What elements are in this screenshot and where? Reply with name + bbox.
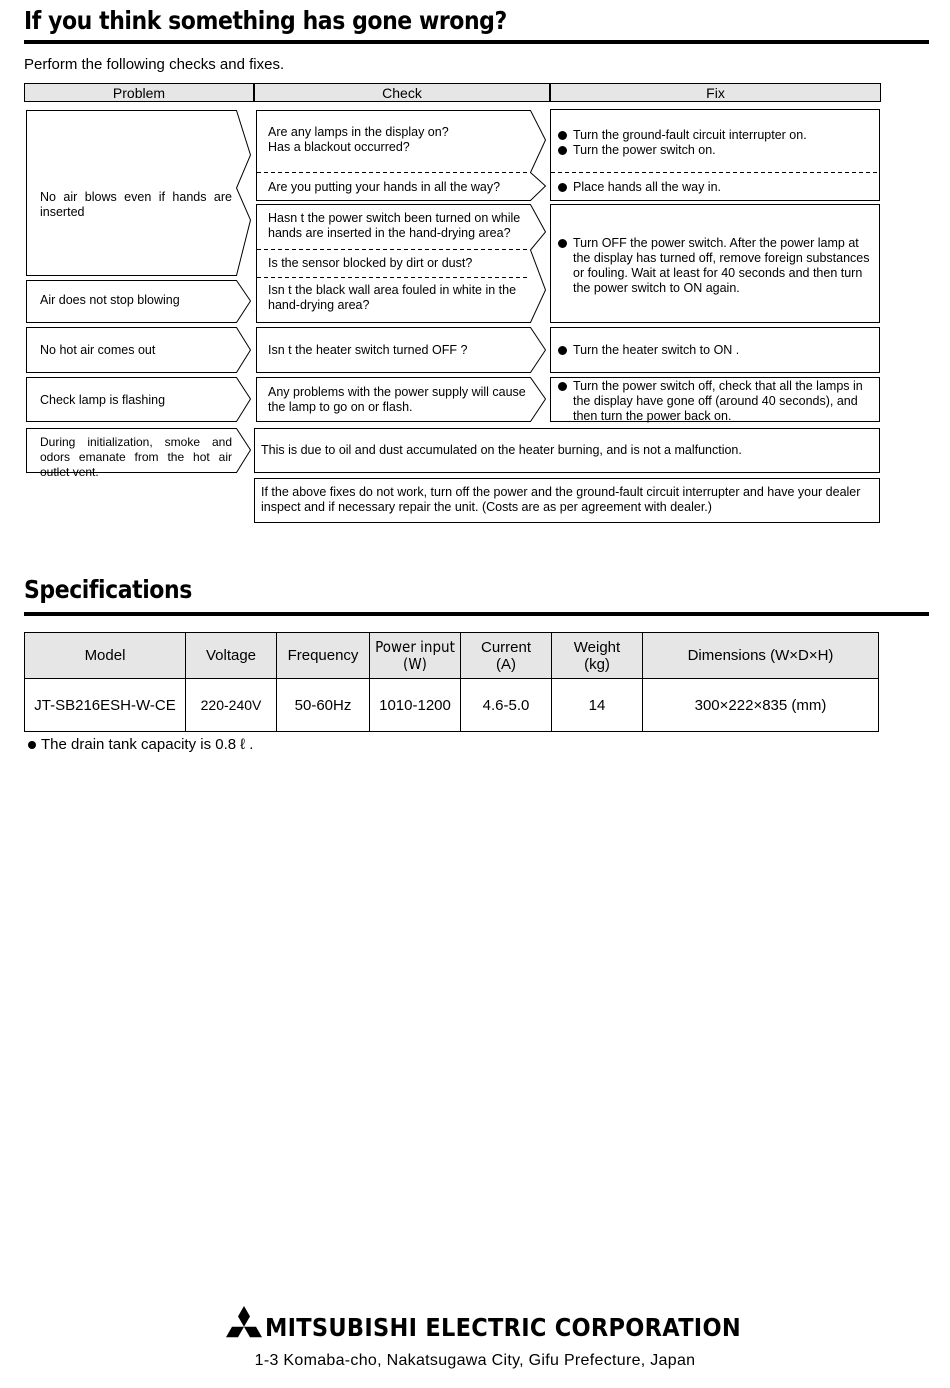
problem-no-hot-air: No hot air comes out xyxy=(40,343,156,357)
fix-lamp-text: Turn the power switch off, check that all the lamps in the display have gone off (around 40 seconds), and then turn the power back on. xyxy=(573,379,863,423)
note-dealer-text: If the above fixes do not work, turn off the power and the ground-fault circuit interrupter and have your dealer inspect and if necessary repair the unit. (Costs are as per agreement with dealer.) xyxy=(261,485,861,514)
check-sensor: Is the sensor blocked by dirt or dust? xyxy=(268,256,473,270)
spec-title-rule xyxy=(24,612,929,616)
fix-item xyxy=(558,128,873,143)
mitsubishi-logo-icon xyxy=(226,1306,262,1339)
bullet-icon xyxy=(558,183,567,192)
troubleshoot-intro: Perform the following checks and fixes. xyxy=(24,56,285,73)
bullet-icon xyxy=(558,239,567,248)
fix-hands-text: Place hands all the way in. xyxy=(573,180,722,194)
fix-lamp-item xyxy=(558,379,873,424)
fix-hands-item xyxy=(558,180,873,195)
spec-header-weight-unit: (kg) xyxy=(584,655,610,673)
fix-switch-item xyxy=(558,236,873,296)
check-lamps-line1: Are any lamps in the display on? xyxy=(268,125,449,139)
bullet-icon xyxy=(558,346,567,355)
spec-header-voltage: Voltage xyxy=(186,633,277,679)
fix-heater-item xyxy=(558,343,873,358)
problem-no-air: No air blows even if hands are inserted xyxy=(40,190,232,219)
bullet-icon xyxy=(558,131,567,140)
spec-header-power-label: Power input xyxy=(375,637,455,656)
spec-header-model: Model xyxy=(25,633,186,679)
company-address: 1-3 Komaba-cho, Nakatsugawa City, Gifu Prefecture, Japan xyxy=(254,1352,696,1369)
check-switch-hands: Hasn t the power switch been turned on while hands are inserted in the hand-drying area? xyxy=(268,211,521,240)
spec-header-frequency: Frequency xyxy=(277,633,370,679)
fix-gfci-text: Turn the ground-fault circuit interrupter on. xyxy=(573,128,807,142)
check-header: Check xyxy=(254,83,550,102)
spec-header-row xyxy=(25,633,879,679)
problem-header: Problem xyxy=(24,83,254,102)
problem-smoke-odor: During initialization, smoke and odors emanate from the hot air outlet vent. xyxy=(40,435,232,479)
fix-heater-text: Turn the heater switch to ON . xyxy=(573,343,740,357)
spec-header-power-unit: (W) xyxy=(403,654,427,673)
drain-tank-text: The drain tank capacity is 0.8 ℓ . xyxy=(41,736,254,753)
spec-header-weight xyxy=(552,633,643,679)
troubleshoot-title: If you think something has gone wrong? xyxy=(24,6,507,35)
spec-current: 4.6-5.0 xyxy=(461,679,552,732)
check-heater-switch: Isn t the heater switch turned OFF ? xyxy=(268,343,468,357)
drain-tank-note xyxy=(28,736,253,753)
spec-header-current xyxy=(461,633,552,679)
spec-data-row xyxy=(25,679,879,732)
note-init-text: This is due to oil and dust accumulated on the heater burning, and is not a malfunction. xyxy=(261,443,742,457)
bullet-icon xyxy=(558,146,567,155)
spec-model: JT-SB216ESH-W-CE xyxy=(25,679,186,732)
check-blackout-line: Has a blackout occurred? xyxy=(268,140,410,154)
fix-header: Fix xyxy=(550,83,881,102)
spec-table xyxy=(24,632,879,732)
spec-header-current-label: Current xyxy=(480,638,532,656)
specifications-title: Specifications xyxy=(24,575,192,604)
problem-lamp-flashing: Check lamp is flashing xyxy=(40,393,166,407)
fix-power-on-text: Turn the power switch on. xyxy=(573,143,716,157)
spec-header-current-unit: (A) xyxy=(496,655,516,673)
spec-header-dimensions: Dimensions (W×D×H) xyxy=(643,633,879,679)
check-hands-in: Are you putting your hands in all the way? xyxy=(268,180,501,194)
bullet-icon xyxy=(558,382,567,391)
check-power-supply: Any problems with the power supply will cause the lamp to go on or flash. xyxy=(268,385,526,414)
spec-frequency: 50-60Hz xyxy=(277,679,370,732)
spec-dimensions: 300×222×835 (mm) xyxy=(643,679,879,732)
check-lamps xyxy=(268,125,528,155)
spec-power: 1010-1200 xyxy=(370,679,461,732)
check-wall: Isn t the black wall area fouled in white in the hand-drying area? xyxy=(268,283,517,312)
fix-item xyxy=(558,143,873,158)
company-name: MITSUBISHI ELECTRIC CORPORATION xyxy=(265,1313,741,1342)
bullet-icon xyxy=(28,741,36,749)
problem-air-not-stop: Air does not stop blowing xyxy=(40,293,180,307)
fix-switch-text: Turn OFF the power switch. After the power lamp at the display has turned off, remove foreign substances or fouling. Wait at least for 40 seconds and then turn the power switch to ON again. xyxy=(573,236,870,295)
spec-header-power xyxy=(370,633,461,679)
fix-power-list xyxy=(558,128,873,158)
spec-weight: 14 xyxy=(552,679,643,732)
spec-header-weight-label: Weight xyxy=(573,638,621,656)
spec-voltage: 220-240V xyxy=(186,679,277,732)
